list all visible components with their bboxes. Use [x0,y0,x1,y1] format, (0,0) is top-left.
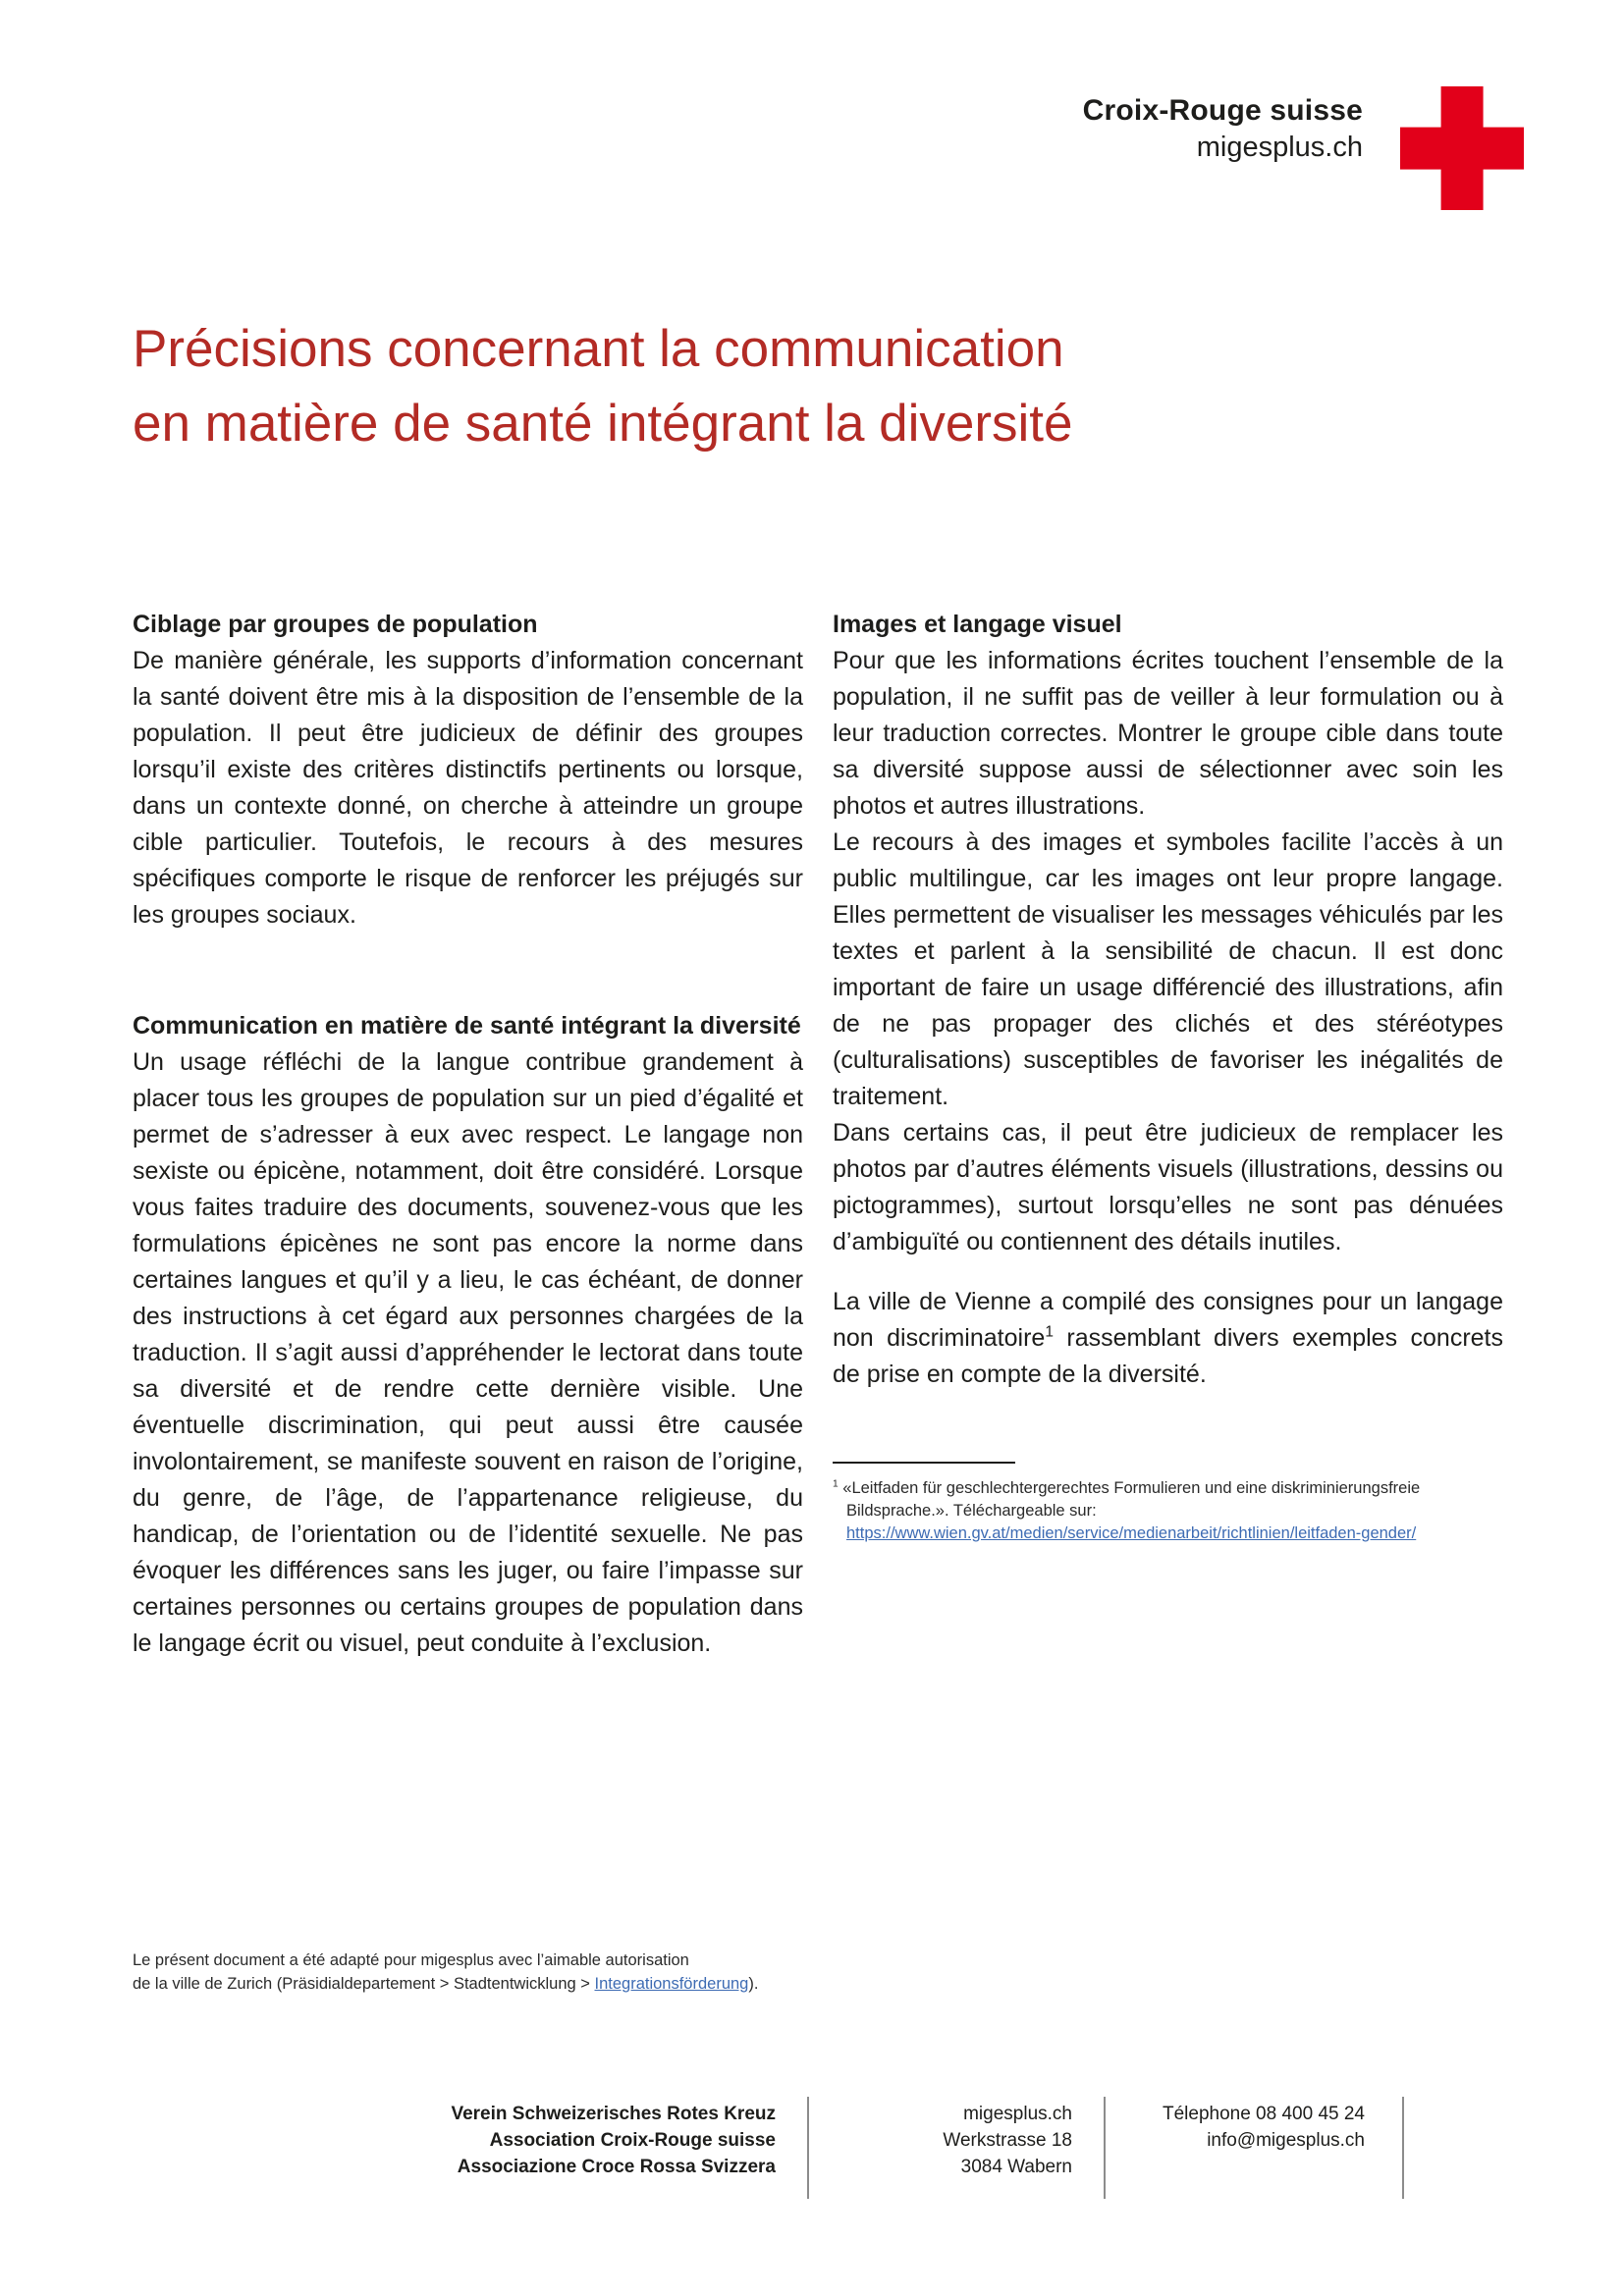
footer-org-line2: Association Croix-Rouge suisse [489,2130,776,2151]
adaptation-note [133,1949,758,1996]
section-ciblage [133,607,803,934]
footer-divider [1402,2097,1404,2199]
paragraph-images-2: Le recours à des images et symboles facilite l’accès à un public multilingue, car les images ont leur propre langage. Elles permettent de visualiser les messages véhiculés par les textes et parlent à la sensibilité de chacun. Il est donc important de faire un usage différencié des illustrations, afin de ne pas propager des clichés et des stéréotypes (culturalisations) susceptibles de favoriser les inégalités de traitement. [833,828,1503,1110]
footer-address-line3: 3084 Wabern [960,2157,1072,2177]
footnote-rule [833,1462,1015,1464]
section-images [833,607,1503,1260]
footer-org-line1: Verein Schweizerisches Rotes Kreuz [451,2104,776,2124]
section-communication [133,1008,803,1662]
red-cross-logo [1400,86,1524,210]
paragraph-communication: Un usage réfléchi de la langue contribue grandement à placer tous les groupes de population sur un pied d’égalité et permet de s’adresser à eux avec respect. Le langage non sexiste ou épicène, notamment, doit être considéré. Lorsque vous faites traduire des documents, souvenez-vous que les formulations épicènes ne sont pas encore la norme dans certaines langues et qu’il y a lieu, le cas échéant, de donner des instructions à cet égard aux personnes chargées de la traduction. Il s’agit aussi d’appréhender le lectorat dans toute sa diversité et de rendre cette dernière visible. Une éventuelle discrimination, qui peut aussi être causée involontairement, se manifeste souvent en raison de l’origine, du genre, de l’âge, de l’appartenance religieuse, du handicap, de l’orientation ou de l’identité sexuelle. Ne pas évoquer les différences sans les juger, ou faire l’impasse sur certaines personnes ou certains groupes de population dans le langage écrit ou visuel, peut conduite à l’exclusion. [133,1048,803,1657]
page-title [133,312,1073,461]
footnote-text: «Leitfaden für geschlechtergerechtes Formulieren und eine diskriminierungsfreie Bildsprache.». Téléchargeable sur: [838,1479,1421,1520]
section-heading-ciblage: Ciblage par groupes de population [133,611,538,638]
paragraph-vienne [833,1284,1503,1393]
page-title-line1: Précisions concernant la communication [133,320,1064,378]
footnote-marker: 1 [833,1478,839,1490]
paragraph-images-3: Dans certains cas, il peut être judicieux de remplacer les photos par d’autres éléments visuels (illustrations, dessins ou pictogrammes), surtout lorsqu’elles ne sont pas dénuées d’ambiguïté ou contiennent des détails inutiles. [833,1119,1503,1255]
footer-org-line3: Associazione Croce Rossa Svizzera [457,2157,776,2177]
brand-name: Croix-Rouge suisse [1082,94,1363,127]
adaptation-note-line2 [133,1972,758,1996]
right-column [833,607,1503,1545]
footer-address-line2: Werkstrasse 18 [943,2130,1072,2151]
footnote-link[interactable]: https://www.wien.gv.at/medien/service/medienarbeit/richtlinien/leitfaden-gender/ [846,1524,1417,1542]
footer-phone: Télephone 08 400 45 24 [1162,2104,1365,2124]
footer-organization [334,2101,776,2180]
adaptation-note-line1: Le présent document a été adapté pour migesplus avec l’aimable autorisation [133,1951,689,1969]
footer-divider [807,2097,809,2199]
footnote [833,1477,1503,1545]
footer-address [837,2101,1072,2180]
paragraph-images-1: Pour que les informations écrites touchent l’ensemble de la population, il ne suffit pas de veiller à leur formulation ou à leur traduction correctes. Montrer le groupe cible dans toute sa diversité suppose aussi de sélectionner avec soin les photos et autres illustrations. [833,647,1503,820]
integrationsfoerderung-link[interactable]: Integrationsförderung [594,1975,749,1993]
brand-site: migesplus.ch [1196,132,1363,163]
adaptation-note-line2-end: ). [748,1975,759,1993]
brand-block [1083,92,1363,166]
footer-email: info@migesplus.ch [1207,2130,1365,2151]
paragraph-vienne-text: La ville de Vienne a compilé des consignes pour un langage non discriminatoire [833,1288,1503,1352]
section-heading-communication: Communication en matière de santé intégrant la diversité [133,1012,801,1040]
section-heading-images: Images et langage visuel [833,611,1122,638]
adaptation-note-line2-text: de la ville de Zurich (Präsidialdepartement > Stadtentwicklung > [133,1975,595,1993]
paragraph-ciblage: De manière générale, les supports d’information concernant la santé doivent être mis à la disposition de l’ensemble de la population. Il peut être judicieux de définir des groupes lorsqu’il existe des critères distinctifs pertinents ou lorsque, dans un contexte donné, on cherche à atteindre un groupe cible particulier. Toutefois, le recours à des mesures spécifiques comporte le risque de renforcer les préjugés sur les groupes sociaux. [133,647,803,929]
footer-contact [1100,2101,1365,2154]
footer-address-line1: migesplus.ch [963,2104,1072,2124]
footnote-ref: 1 [1045,1323,1054,1341]
page-title-line2: en matière de santé intégrant la diversité [133,395,1073,453]
left-column [133,607,803,1662]
paragraph-vienne-rest: rassemblant divers exemples concrets de prise en compte de la diversité. [833,1324,1503,1388]
